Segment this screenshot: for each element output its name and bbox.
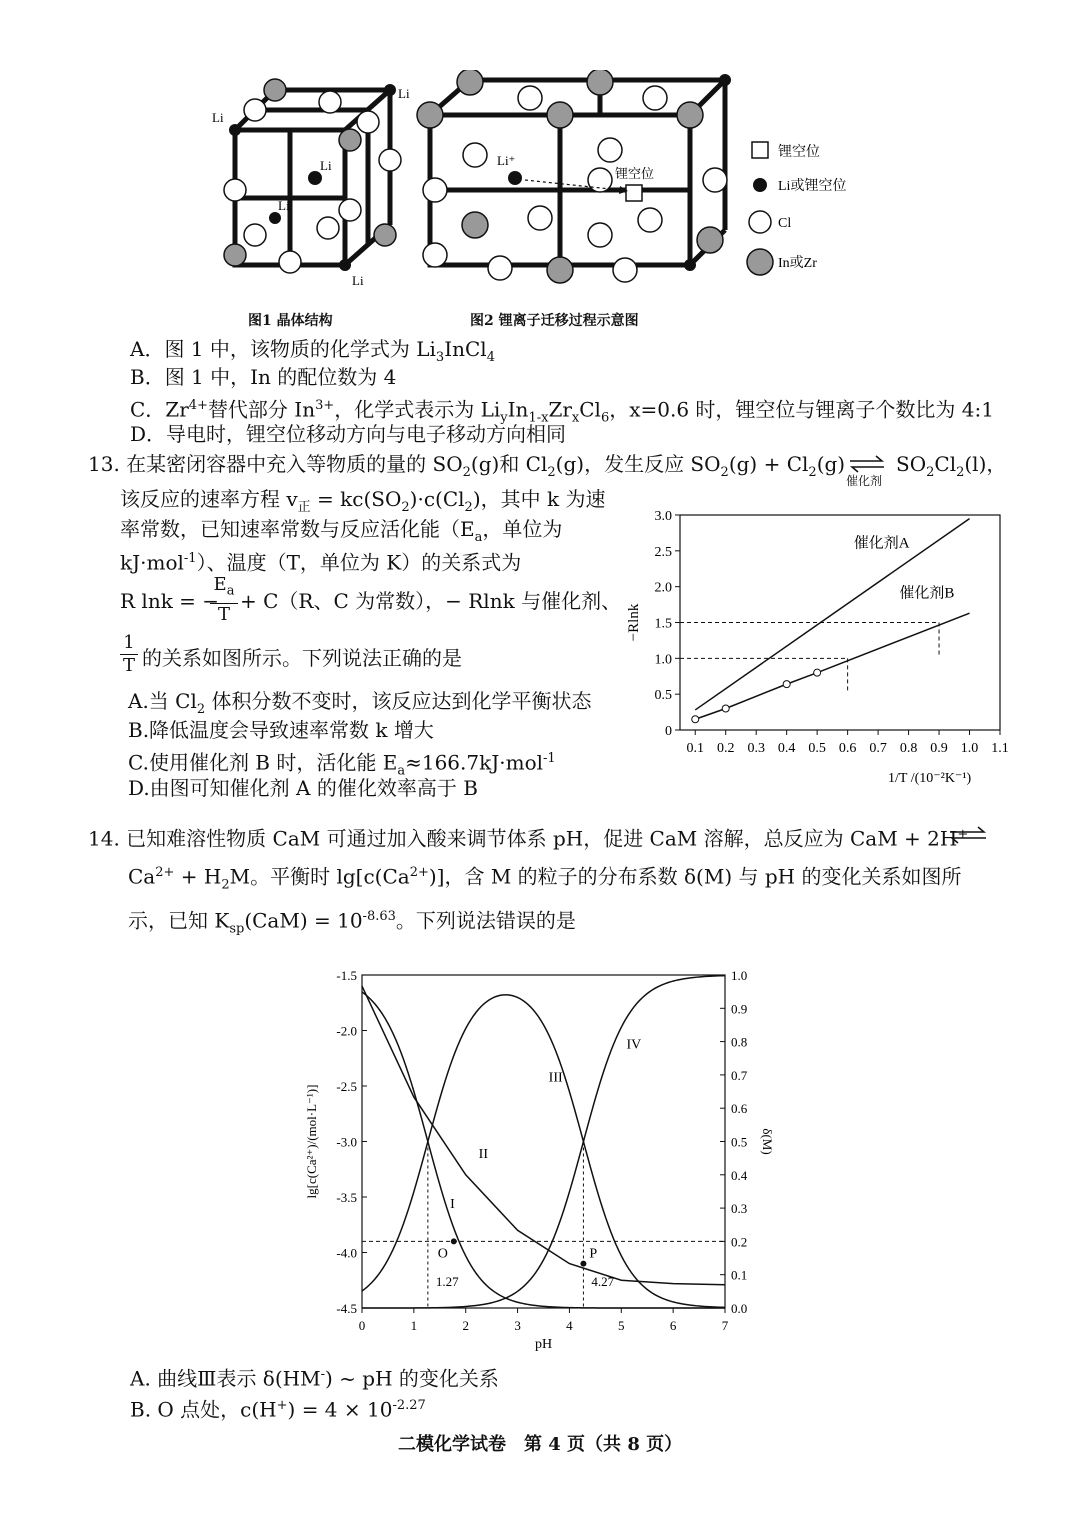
x-tick-label: 0.5 — [808, 741, 826, 756]
x-tick-label: 0.9 — [930, 741, 948, 756]
fig2-li-ion-label: Li⁺ — [497, 153, 516, 168]
y-tick-label-right: 0.2 — [731, 1234, 748, 1250]
x-tick-label: 6 — [669, 1318, 677, 1333]
x-axis-label: 1/T /(10⁻²K⁻¹) — [888, 771, 972, 786]
q13-product: $SO_2Cl_2(l)$， — [896, 452, 1007, 480]
fig1-caption: 图1 晶体结构 — [248, 313, 333, 329]
cl-atom — [379, 149, 401, 171]
x-tick-label: 0.1 — [686, 741, 704, 756]
li-atom — [229, 124, 241, 136]
cl-atom — [244, 224, 266, 246]
top-figures — [210, 70, 890, 340]
cl-atom — [224, 179, 246, 201]
x-tick-label: 0.3 — [747, 741, 765, 756]
x-tick-label: 1.0 — [960, 741, 979, 756]
x-tick-label: 1.1 — [991, 741, 1009, 756]
marked-point — [451, 1238, 457, 1244]
y-tick-label-left: -2.0 — [336, 1023, 357, 1039]
cl-atom — [317, 217, 339, 239]
y-tick-label-left: -1.5 — [336, 968, 357, 983]
q13-option-d: D.由图可知催化剂 A 的催化效率高于 B — [128, 776, 478, 800]
q13-option-a: A.当 $Cl_2$ 体积分数不变时，该反应达到化学平衡状态 — [128, 689, 592, 717]
y-tick-label: 0.5 — [654, 688, 672, 704]
plot-frame — [680, 515, 1000, 730]
li-atom — [308, 171, 322, 185]
y-tick-label: 3.0 — [654, 509, 672, 524]
in-atom — [374, 224, 396, 246]
y-tick-label-right: 0.6 — [731, 1101, 748, 1117]
q14-option-b: B. O 点处，$c(H^+) = 4 \times 10^{-2.27}$ — [130, 1397, 426, 1422]
series-line — [695, 519, 969, 710]
fig1-li-label: Li — [212, 110, 224, 125]
q12-option-a: A．图 1 中，该物质的化学式为 $Li_3InCl_4$ — [130, 337, 495, 365]
ca-curve — [362, 986, 725, 1285]
y-axis-label: −Rlnk — [626, 603, 642, 642]
q13-line6: 的关系如图所示。下列说法正确的是 — [142, 646, 462, 670]
y-axis-label-right: δ(M) — [760, 1128, 775, 1155]
rlnk-chart-svg — [620, 495, 1020, 795]
y-tick-label: 1.0 — [654, 652, 672, 668]
cl-atom — [339, 199, 361, 221]
y-tick-label-right: 0.8 — [731, 1034, 748, 1050]
in-atom — [339, 129, 361, 151]
q14-line2: $Ca^{2+} + H_2M$。平衡时 $\lg[c(Ca^{2+})]$，含 M 的粒子的分布系数 δ(M) 与 pH 的变化关系如图所 — [128, 864, 962, 893]
q13-line4: kJ·mol$^{-1}$）、温度（T，单位为 K）的关系式为 — [120, 550, 522, 575]
in-atom — [264, 79, 286, 101]
curve-label: III — [548, 1070, 563, 1086]
legend-vacancy: 锂空位 — [778, 145, 820, 160]
y-tick-label-left: -3.0 — [336, 1134, 357, 1150]
x-tick-label: 7 — [721, 1318, 729, 1333]
chart-rlnk — [620, 495, 1020, 795]
fig2-atoms — [417, 70, 731, 283]
fig1-li-label: Li — [398, 86, 410, 101]
x-tick-label: 0 — [358, 1318, 366, 1333]
x-tick-label: 0.6 — [838, 741, 857, 756]
q13-line1: 13. 在某密闭容器中充入等物质的量的 $SO_2(g)$和 $Cl_2(g)$，发生反应 $SO_2(g) + Cl_2(g)$ — [88, 452, 846, 480]
curve-label: IV — [626, 1037, 642, 1053]
series-label: 催化剂B — [899, 585, 955, 602]
point-label: P — [589, 1246, 598, 1262]
li-atom — [339, 259, 351, 271]
q13-option-c: C.使用催化剂 B 时，活化能 $E_a\approx 166.7kJ\cdot mol^{-1}$ — [128, 750, 556, 779]
data-point — [814, 669, 821, 676]
ph-chart-svg — [300, 960, 780, 1360]
series-label: 催化剂A — [853, 535, 910, 552]
x-axis-label: pH — [534, 1337, 553, 1352]
pka-annotation: 1.27 — [435, 1274, 459, 1289]
y-tick-label-right: 0.0 — [731, 1301, 748, 1316]
x-tick-label: 0.4 — [777, 741, 796, 756]
q13-line5: R lnk = − — [120, 589, 220, 613]
q13-line3: 率常数，已知速率常数与反应活化能（$E_a$，单位为 — [120, 517, 563, 545]
series-line — [695, 613, 969, 719]
chart-ph — [300, 960, 780, 1360]
in-atom — [224, 244, 246, 266]
y-tick-label-left: -4.5 — [336, 1301, 357, 1316]
x-tick-label: 0.2 — [716, 741, 735, 756]
cl-atom — [319, 91, 341, 113]
curve-label: I — [450, 1197, 455, 1213]
legend-in-zr: In或Zr — [778, 256, 817, 271]
x-tick-label: 1 — [410, 1318, 418, 1333]
li-atom — [269, 212, 281, 224]
curve-label: II — [478, 1147, 489, 1163]
fraction-ea-over-t: $E_a$ T — [210, 574, 238, 626]
x-tick-label: 3 — [514, 1318, 521, 1333]
data-point — [783, 681, 790, 688]
li-atom — [384, 84, 396, 96]
x-tick-label: 2 — [462, 1318, 469, 1333]
data-point — [722, 705, 729, 712]
x-tick-label: 0.7 — [869, 741, 887, 756]
x-tick-label: 0.8 — [899, 741, 918, 756]
fig2-caption: 图2 锂离子迁移过程示意图 — [470, 313, 639, 329]
y-tick-label: 0 — [665, 724, 672, 739]
q13-line5b: + C（R、C 为常数），− Rlnk 与催化剂、 — [240, 589, 622, 613]
fraction-1-over-t: 1 T — [120, 632, 138, 677]
cl-atom — [244, 99, 266, 121]
q12-option-d: D．导电时，锂空位移动方向与电子移动方向相同 — [130, 422, 567, 446]
q12-option-c: C．$Zr^{4+}$替代部分 $In^{3+}$，化学式表示为 $Li_yIn_{1-x}Zr_xCl_6$，x=0.6 时，锂空位与锂离子个数比为 4:1 — [130, 397, 994, 426]
q14-line1: 14. 已知难溶性物质 CaM 可通过加入酸来调节体系 pH，促进 CaM 溶解，总反应为 CaM + 2H+ — [88, 826, 969, 851]
cl-atom — [357, 111, 379, 133]
y-tick-label-right: 0.4 — [731, 1167, 748, 1183]
pka-annotation: 4.27 — [591, 1274, 615, 1289]
fig1-li-label: Li — [352, 273, 364, 288]
q12-option-b: B．图 1 中，In 的配位数为 4 — [130, 365, 397, 389]
data-point — [692, 716, 699, 723]
q13-option-b: B.降低温度会导致速率常数 k 增大 — [128, 718, 434, 742]
y-tick-label-left: -4.0 — [336, 1245, 357, 1261]
equilibrium-arrow-2 — [948, 822, 988, 850]
legend — [747, 142, 846, 275]
y-tick-label-right: 0.3 — [731, 1201, 748, 1217]
fig1-li-label: Li — [278, 198, 290, 213]
legend-cl: Cl — [778, 216, 792, 231]
y-tick-label-right: 0.9 — [731, 1001, 748, 1017]
page-footer: 二模化学试卷 第 4 页（共 8 页） — [398, 1434, 683, 1455]
y-tick-label-right: 1.0 — [731, 968, 748, 983]
y-tick-label-right: 0.7 — [731, 1067, 748, 1083]
y-tick-label: 2.5 — [654, 544, 672, 560]
y-tick-label-right: 0.5 — [731, 1134, 748, 1150]
x-tick-label: 4 — [566, 1318, 573, 1333]
point-label: O — [437, 1246, 448, 1262]
fig1-li-label: Li — [320, 158, 332, 173]
q14-line3: 示，已知 $K_{sp}(CaM) = 10^{-8.63}$。下列说法错误的是 — [128, 908, 576, 937]
catalyst-label: 催化剂 — [846, 474, 883, 488]
y-tick-label: 2.0 — [654, 580, 672, 596]
q13-line2: 该反应的速率方程 $v_正 = kc(SO_2)\cdot c(Cl_2)$，其中 k 为速 — [120, 487, 606, 515]
cl-atom — [279, 251, 301, 273]
y-tick-label-left: -3.5 — [336, 1190, 357, 1205]
y-tick-label-right: 0.1 — [731, 1267, 748, 1283]
q14-option-a: A. 曲线Ⅲ表示 δ(HM-) ~ pH 的变化关系 — [130, 1366, 499, 1391]
y-axis-label-left: lg[c(Ca²⁺)/(mol·L⁻¹)] — [304, 1084, 319, 1199]
y-tick-label: 1.5 — [654, 616, 672, 632]
x-tick-label: 5 — [618, 1318, 625, 1333]
marked-point — [580, 1261, 586, 1267]
legend-li: Li或锂空位 — [778, 179, 847, 194]
crystal-figures-svg — [210, 70, 890, 340]
fig2-vacancy-label: 锂空位 — [615, 166, 655, 181]
y-tick-label-left: -2.5 — [336, 1079, 357, 1094]
